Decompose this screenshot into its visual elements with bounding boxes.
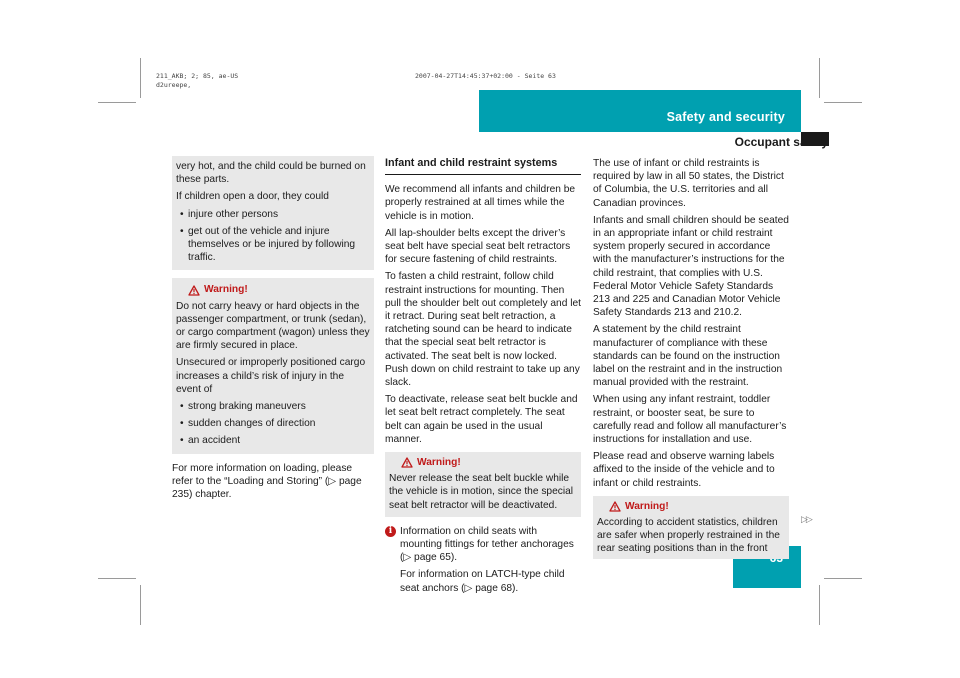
paragraph: To fasten a child restraint, follow child restraint instructions for mounting. Then pull the shoulder belt out completely and let it retract. During seat belt retraction, a ratcheting sound can be heard to indicate that the special seat belt retractor is activated. The seat belt is now locked. Push down on child restraint to take up any slack.: [385, 271, 581, 389]
paragraph: If children open a door, they could: [176, 191, 329, 203]
paragraph: We recommend all infants and children be properly restrained at all times while the vehicle is in motion.: [385, 184, 576, 222]
section-title: Safety and security: [666, 110, 785, 124]
section-heading: Infant and child restraint systems: [385, 157, 581, 175]
list-item: • sudden changes of direction: [180, 418, 316, 430]
subsection-title: Occupant safety: [734, 135, 828, 149]
warning-triangle-icon: [401, 457, 413, 468]
paragraph: Please read and observe warning labels affixed to the inside of the vehicle and to infant or child restraints.: [593, 451, 775, 489]
warning-box: [385, 452, 581, 517]
paragraph: To deactivate, release seat belt buckle and let seat belt retract completely. The seat belt can again be used in the usual manner.: [385, 394, 578, 445]
info-text: [400, 525, 581, 599]
print-info-left: 211_AKB; 2; 85, ae-US d2ureepe,: [156, 72, 239, 89]
list-item: • strong braking maneuvers: [180, 401, 306, 413]
crop-mark: [819, 58, 820, 98]
info-note: [385, 525, 581, 599]
paragraph: According to accident statistics, children are safer when properly restrained in the rear seating positions than in the front: [597, 517, 780, 555]
column-2: [385, 157, 581, 599]
crop-mark: [98, 102, 136, 103]
warning-box: [172, 278, 374, 453]
list-item: • an accident: [180, 435, 241, 447]
crop-mark: [824, 102, 862, 103]
paragraph: very hot, and the child could be burned on these parts.: [176, 161, 366, 186]
print-info-timestamp: 2007-04-27T14:45:37+02:00 - Seite 63: [415, 72, 556, 80]
crop-mark: [98, 578, 136, 579]
paragraph: Infants and small children should be seated in an appropriate infant or child restraint system properly secured in accordance with the manufacturer’s instructions for the child restraint, that complies with U.S. Federal Motor Vehicle Safety Standards 213 and 225 and Canadian Motor Vehicle Safety Standards 213 and 210.2.: [593, 214, 789, 319]
paragraph: The use of infant or child restraints is required by law in all 50 states, the District of Columbia, the U.S. territories and all Canadian provinces.: [593, 158, 784, 209]
warning-triangle-icon: [188, 285, 200, 296]
paragraph: When using any infant restraint, toddler restraint, or booster seat, be sure to carefully read and follow all manufacturer’s instructions for installation and use.: [593, 394, 787, 446]
column-3: [593, 157, 789, 559]
paragraph: For more information on loading, please refer to the “Loading and Storing” (▷ page 235) chapter.: [172, 462, 362, 501]
crop-mark: [819, 585, 820, 625]
warning-heading: Warning!: [176, 283, 370, 296]
paragraph: A statement by the child restraint manufacturer of compliance with these standards can be found on the instruction label on the restraint and in the instruction manual provided with the restraint.: [593, 324, 783, 389]
list-item: • injure other persons: [180, 208, 279, 220]
paragraph: Never release the seat belt buckle while the vehicle is in motion, since the special seat belt retractor will be deactivated.: [389, 473, 574, 511]
info-icon: i: [385, 526, 396, 537]
crop-mark: [824, 578, 862, 579]
warning-box: [593, 496, 789, 559]
paragraph: Do not carry heavy or hard objects in the passenger compartment, or trunk (sedan), or cargo compartment (wagon) unless they are firmly secured in place.: [176, 300, 370, 352]
paragraph: All lap-shoulder belts except the driver’s seat belt have special seat belt retractors for secure fastening of child restraints.: [385, 227, 571, 266]
warning-heading: Warning!: [597, 500, 785, 513]
paragraph: For information on LATCH-type child seat anchors (▷ page 68).: [400, 569, 565, 594]
list-item: • get out of the vehicle and injure themselves or be injured by following traffic.: [180, 225, 356, 264]
column-1: [172, 156, 374, 505]
warning-triangle-icon: [609, 501, 621, 512]
info-box: [172, 156, 374, 270]
warning-heading: Warning!: [389, 456, 577, 469]
continue-arrow-icon: ▷▷: [801, 514, 811, 524]
paragraph: Unsecured or improperly positioned cargo increases a child’s risk of injury in the event of: [176, 357, 366, 395]
crop-mark: [140, 585, 141, 625]
crop-mark: [140, 58, 141, 98]
paragraph: Information on child seats with mounting fittings for tether anchorages (▷ page 65).: [400, 525, 574, 564]
